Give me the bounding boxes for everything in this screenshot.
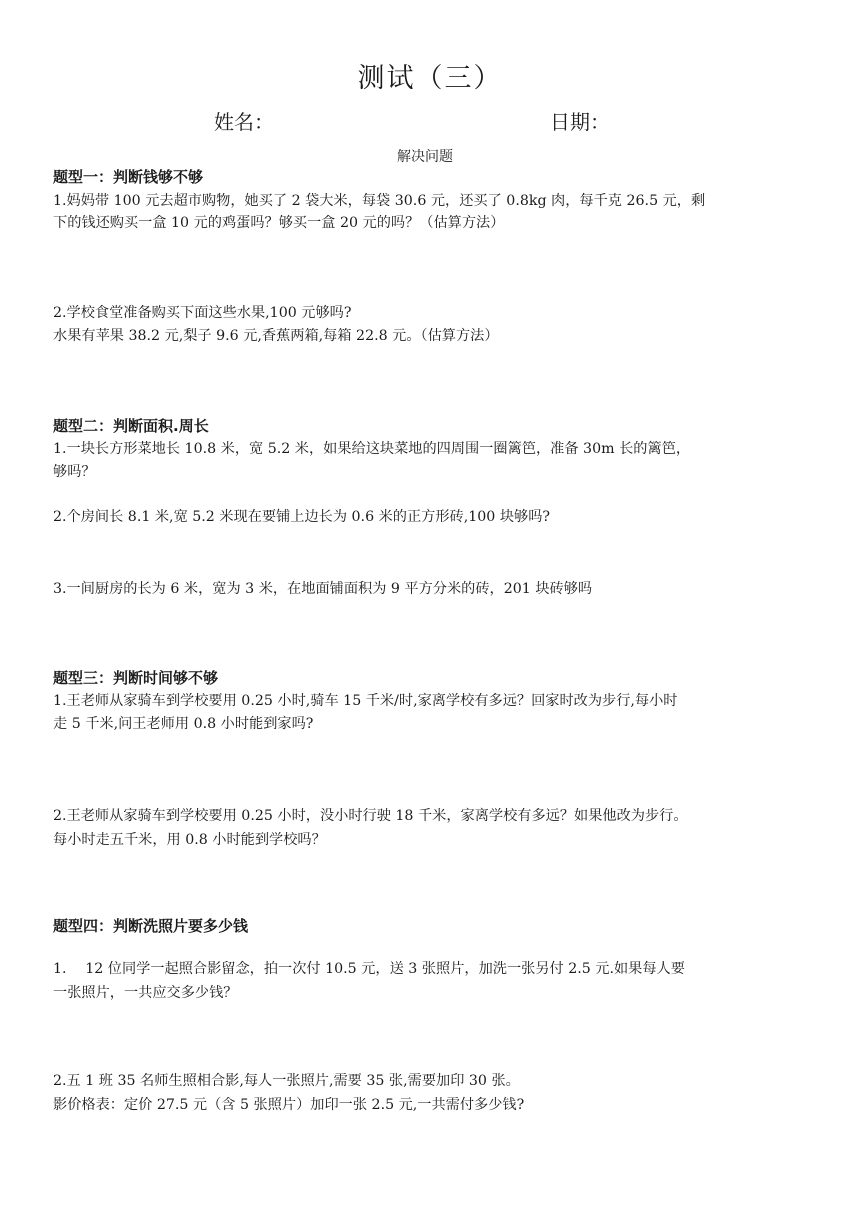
question-line: 2.五 1 班 35 名师生照相合影,每人一张照片,需要 35 张,需要加印 30 张。 xyxy=(53,1073,520,1089)
section-heading: 题型二：判断面积.周长 xyxy=(53,417,209,435)
question-line: 1. 12 位同学一起照合影留念，拍一次付 10.5 元，送 3 张照片，加洗一张另付 2.5 元.如果每人要 xyxy=(53,961,685,977)
question-line: 1.一块长方形菜地长 10.8 米，宽 5.2 米，如果给这块菜地的四周围一圈篱笆，准备 30m 长的篱笆， xyxy=(53,441,691,457)
question-line: 每小时走五千米，用 0.8 小时能到学校吗？ xyxy=(53,832,326,848)
subtitle: 解决问题 xyxy=(397,149,453,165)
question-line: 下的钱还购买一盒 10 元的鸡蛋吗？够买一盒 20 元的吗？（估算方法） xyxy=(53,215,505,231)
question-line: 1.王老师从家骑车到学校要用 0.25 小时,骑车 15 千米/时,家离学校有多远？回家时改为步行,每小时 xyxy=(53,693,678,709)
question-line: 3.一间厨房的长为 6 米，宽为 3 米，在地面铺面积为 9 平方分米的砖，201 块砖够吗 xyxy=(53,581,593,597)
question-line: 2.个房间长 8.1 米,宽 5.2 米现在要铺上边长为 0.6 米的正方形砖,100 块够吗? xyxy=(53,509,551,525)
name-label: 姓名： xyxy=(214,110,274,134)
question-line: 水果有苹果 38.2 元,梨子 9.6 元,香蕉两箱,每箱 22.8 元。（估算方法） xyxy=(53,328,499,344)
question-line: 影价格表：定价 27.5 元（含 5 张照片）加印一张 2.5 元,一共需付多少钱? xyxy=(53,1097,525,1113)
question-line: 2.学校食堂准备购买下面这些水果,100 元够吗? xyxy=(53,305,352,321)
section-heading: 题型一：判断钱够不够 xyxy=(53,168,204,186)
document-title: 测试（三） xyxy=(357,63,503,94)
question-line: 1.妈妈带 100 元去超市购物，她买了 2 袋大米，每袋 30.6 元，还买了 0.8kg 肉，每千克 26.5 元，剩 xyxy=(53,193,706,209)
question-line: 一张照片，一共应交多少钱？ xyxy=(53,985,238,1001)
section-heading: 题型三：判断时间够不够 xyxy=(53,669,219,687)
date-label: 日期： xyxy=(550,110,610,134)
section-heading: 题型四：判断洗照片要多少钱 xyxy=(53,917,249,935)
question-line: 走 5 千米,问王老师用 0.8 小时能到家吗? xyxy=(53,716,314,732)
question-line: 够吗？ xyxy=(53,464,96,480)
question-line: 2.王老师从家骑车到学校要用 0.25 小时，没小时行驶 18 千米，家离学校有多远？如果他改为步行。 xyxy=(53,808,688,824)
